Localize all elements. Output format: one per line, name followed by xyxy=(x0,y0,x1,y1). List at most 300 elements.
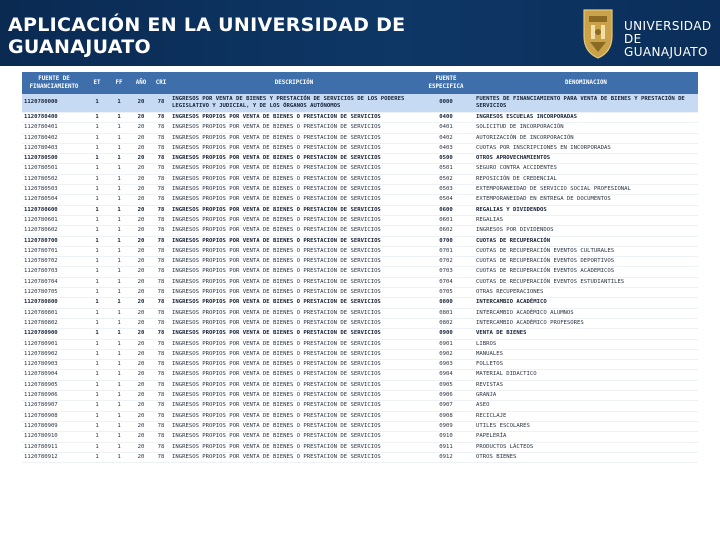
cell-anio: 20 xyxy=(130,452,152,462)
cell-fuente-especifica: 0600 xyxy=(418,205,474,215)
cell-anio: 20 xyxy=(130,195,152,205)
cell-denominacion: REPOSICIÓN DE CREDENCIAL xyxy=(474,174,698,184)
cell-fuente-especifica: 0504 xyxy=(418,195,474,205)
cell-denominacion: REVISTAS xyxy=(474,380,698,390)
cell-descripcion: INGRESOS POR VENTA DE BIENES Y PRESTACIÓN DE SERVICIOS DE LOS PODERES LEGISLATIVO Y JUDICIAL, Y DE LOS ÓRGANOS AUTÓNOMOS xyxy=(170,94,418,113)
cell-cri: 78 xyxy=(152,164,170,174)
cell-anio: 20 xyxy=(130,339,152,349)
cell-descripcion: INGRESOS PROPIOS POR VENTA DE BIENES O PRESTACION DE SERVICIOS xyxy=(170,236,418,246)
cell-fuente-especifica: 0402 xyxy=(418,133,474,143)
header-descripcion: DESCRIPCIÓN xyxy=(170,72,418,94)
cell-anio: 20 xyxy=(130,267,152,277)
cell-descripcion: INGRESOS PROPIOS POR VENTA DE BIENES O PRESTACION DE SERVICIOS xyxy=(170,164,418,174)
logo-line-2: GUANAJUATO xyxy=(624,45,708,59)
cell-et: 1 xyxy=(86,215,108,225)
cell-ff: 1 xyxy=(108,133,130,143)
cell-et: 1 xyxy=(86,205,108,215)
cell-fuente: 1120780911 xyxy=(22,442,86,452)
cell-fuente: 1120780602 xyxy=(22,226,86,236)
cell-fuente: 1120780504 xyxy=(22,195,86,205)
table-row xyxy=(22,174,698,184)
cell-fuente-especifica: 0702 xyxy=(418,257,474,267)
cell-et: 1 xyxy=(86,154,108,164)
cell-fuente: 1120780910 xyxy=(22,432,86,442)
cell-et: 1 xyxy=(86,411,108,421)
cell-cri: 78 xyxy=(152,411,170,421)
cell-denominacion: GRANJA xyxy=(474,391,698,401)
cell-fuente-especifica: 0906 xyxy=(418,391,474,401)
cell-cri: 78 xyxy=(152,113,170,123)
cell-fuente-especifica: 0912 xyxy=(418,452,474,462)
cell-cri: 78 xyxy=(152,205,170,215)
table-header-row xyxy=(22,72,698,94)
cell-ff: 1 xyxy=(108,246,130,256)
header-ff: FF xyxy=(108,72,130,94)
cell-denominacion: INTERCAMBIO ACADÉMICO ALUMNOS xyxy=(474,308,698,318)
table-row xyxy=(22,226,698,236)
cell-ff: 1 xyxy=(108,308,130,318)
cell-fuente-especifica: 0909 xyxy=(418,421,474,431)
header-denominacion: DENOMINACION xyxy=(474,72,698,94)
cell-cri: 78 xyxy=(152,318,170,328)
cell-et: 1 xyxy=(86,288,108,298)
cell-anio: 20 xyxy=(130,391,152,401)
cell-cri: 78 xyxy=(152,215,170,225)
cell-ff: 1 xyxy=(108,174,130,184)
cell-fuente-especifica: 0800 xyxy=(418,298,474,308)
cell-cri: 78 xyxy=(152,288,170,298)
cell-denominacion: OTROS BIENES xyxy=(474,452,698,462)
cell-fuente: 1120780802 xyxy=(22,318,86,328)
cell-ff: 1 xyxy=(108,154,130,164)
cell-anio: 20 xyxy=(130,257,152,267)
table-row xyxy=(22,308,698,318)
cell-cri: 78 xyxy=(152,452,170,462)
cell-cri: 78 xyxy=(152,339,170,349)
cell-fuente-especifica: 0705 xyxy=(418,288,474,298)
cell-denominacion: AUTORIZACIÓN DE INCORPORACIÓN xyxy=(474,133,698,143)
cell-cri: 78 xyxy=(152,360,170,370)
cell-et: 1 xyxy=(86,143,108,153)
cell-descripcion: INGRESOS PROPIOS POR VENTA DE BIENES O PRESTACION DE SERVICIOS xyxy=(170,452,418,462)
cell-ff: 1 xyxy=(108,185,130,195)
cell-et: 1 xyxy=(86,391,108,401)
cell-et: 1 xyxy=(86,339,108,349)
cell-et: 1 xyxy=(86,442,108,452)
cell-ff: 1 xyxy=(108,370,130,380)
cell-fuente: 1120780901 xyxy=(22,339,86,349)
cell-fuente-especifica: 0902 xyxy=(418,349,474,359)
cell-et: 1 xyxy=(86,401,108,411)
table-row xyxy=(22,164,698,174)
table-row xyxy=(22,452,698,462)
cell-fuente-especifica: 0500 xyxy=(418,154,474,164)
cell-ff: 1 xyxy=(108,164,130,174)
cell-et: 1 xyxy=(86,123,108,133)
cell-anio: 20 xyxy=(130,185,152,195)
header-cri: CRI xyxy=(152,72,170,94)
cell-descripcion: INGRESOS PROPIOS POR VENTA DE BIENES O PRESTACION DE SERVICIOS xyxy=(170,205,418,215)
cell-fuente-especifica: 0908 xyxy=(418,411,474,421)
cell-ff: 1 xyxy=(108,432,130,442)
cell-denominacion: ASEO xyxy=(474,401,698,411)
table-row xyxy=(22,154,698,164)
cell-ff: 1 xyxy=(108,442,130,452)
cell-et: 1 xyxy=(86,257,108,267)
cell-descripcion: INGRESOS PROPIOS POR VENTA DE BIENES O PRESTACION DE SERVICIOS xyxy=(170,277,418,287)
cell-et: 1 xyxy=(86,370,108,380)
cell-ff: 1 xyxy=(108,215,130,225)
cell-denominacion: PRODUCTOS LÁCTEOS xyxy=(474,442,698,452)
cell-anio: 20 xyxy=(130,360,152,370)
cell-ff: 1 xyxy=(108,236,130,246)
cell-ff: 1 xyxy=(108,339,130,349)
cell-anio: 20 xyxy=(130,113,152,123)
cell-cri: 78 xyxy=(152,421,170,431)
cell-ff: 1 xyxy=(108,267,130,277)
cell-fuente: 1120780905 xyxy=(22,380,86,390)
cell-descripcion: INGRESOS PROPIOS POR VENTA DE BIENES O PRESTACION DE SERVICIOS xyxy=(170,123,418,133)
cell-cri: 78 xyxy=(152,391,170,401)
table-row xyxy=(22,380,698,390)
cell-et: 1 xyxy=(86,360,108,370)
cell-fuente: 1120780402 xyxy=(22,133,86,143)
cell-fuente: 1120780401 xyxy=(22,123,86,133)
slide-header xyxy=(0,0,720,66)
cell-anio: 20 xyxy=(130,164,152,174)
cell-fuente-especifica: 0903 xyxy=(418,360,474,370)
cell-et: 1 xyxy=(86,226,108,236)
cell-fuente: 1120780800 xyxy=(22,298,86,308)
cell-descripcion: INGRESOS PROPIOS POR VENTA DE BIENES O PRESTACION DE SERVICIOS xyxy=(170,257,418,267)
cell-fuente: 1120780403 xyxy=(22,143,86,153)
cell-descripcion: INGRESOS PROPIOS POR VENTA DE BIENES O PRESTACION DE SERVICIOS xyxy=(170,226,418,236)
table-row xyxy=(22,411,698,421)
table-row xyxy=(22,298,698,308)
cell-fuente: 1120780704 xyxy=(22,277,86,287)
cell-et: 1 xyxy=(86,380,108,390)
cell-et: 1 xyxy=(86,432,108,442)
cell-fuente-especifica: 0907 xyxy=(418,401,474,411)
cell-descripcion: INGRESOS PROPIOS POR VENTA DE BIENES O PRESTACION DE SERVICIOS xyxy=(170,154,418,164)
cell-anio: 20 xyxy=(130,349,152,359)
cell-anio: 20 xyxy=(130,154,152,164)
cell-fuente-especifica: 0901 xyxy=(418,339,474,349)
cell-ff: 1 xyxy=(108,226,130,236)
cell-denominacion: LIBROS xyxy=(474,339,698,349)
cell-cri: 78 xyxy=(152,123,170,133)
cell-fuente: 1120780501 xyxy=(22,164,86,174)
cell-denominacion: FOLLETOS xyxy=(474,360,698,370)
cell-denominacion: EXTEMPORANEIDAD EN ENTREGA DE DOCUMENTOS xyxy=(474,195,698,205)
cell-ff: 1 xyxy=(108,349,130,359)
table-row xyxy=(22,391,698,401)
cell-ff: 1 xyxy=(108,288,130,298)
cell-ff: 1 xyxy=(108,360,130,370)
cell-et: 1 xyxy=(86,298,108,308)
cell-et: 1 xyxy=(86,133,108,143)
cell-fuente: 1120780601 xyxy=(22,215,86,225)
cell-fuente: 1120780400 xyxy=(22,113,86,123)
cell-descripcion: INGRESOS PROPIOS POR VENTA DE BIENES O PRESTACION DE SERVICIOS xyxy=(170,308,418,318)
cell-descripcion: INGRESOS PROPIOS POR VENTA DE BIENES O PRESTACION DE SERVICIOS xyxy=(170,411,418,421)
cell-descripcion: INGRESOS PROPIOS POR VENTA DE BIENES O PRESTACION DE SERVICIOS xyxy=(170,267,418,277)
table-row xyxy=(22,277,698,287)
cell-anio: 20 xyxy=(130,401,152,411)
cell-fuente-especifica: 0703 xyxy=(418,267,474,277)
cell-denominacion: MATERIAL DIDACTICO xyxy=(474,370,698,380)
cell-ff: 1 xyxy=(108,113,130,123)
cell-descripcion: INGRESOS PROPIOS POR VENTA DE BIENES O PRESTACION DE SERVICIOS xyxy=(170,318,418,328)
cell-ff: 1 xyxy=(108,380,130,390)
table-row xyxy=(22,267,698,277)
cell-descripcion: INGRESOS PROPIOS POR VENTA DE BIENES O PRESTACION DE SERVICIOS xyxy=(170,349,418,359)
table-row xyxy=(22,401,698,411)
cell-denominacion: EXTEMPORANEIDAD DE SERVICIO SOCIAL PROFESIONAL xyxy=(474,185,698,195)
cell-cri: 78 xyxy=(152,349,170,359)
cell-anio: 20 xyxy=(130,298,152,308)
cell-fuente-especifica: 0905 xyxy=(418,380,474,390)
cell-anio: 20 xyxy=(130,421,152,431)
table-row xyxy=(22,123,698,133)
cell-et: 1 xyxy=(86,277,108,287)
cell-fuente-especifica: 0704 xyxy=(418,277,474,287)
cell-cri: 78 xyxy=(152,298,170,308)
cell-ff: 1 xyxy=(108,257,130,267)
cell-denominacion: VENTA DE BIENES xyxy=(474,329,698,339)
cell-anio: 20 xyxy=(130,94,152,113)
cell-denominacion: INTERCAMBIO ACADÉMICO xyxy=(474,298,698,308)
cell-fuente: 1120780600 xyxy=(22,205,86,215)
cell-anio: 20 xyxy=(130,318,152,328)
financing-sources-table xyxy=(22,72,698,463)
cell-et: 1 xyxy=(86,318,108,328)
table-row xyxy=(22,318,698,328)
cell-cri: 78 xyxy=(152,432,170,442)
cell-cri: 78 xyxy=(152,185,170,195)
cell-anio: 20 xyxy=(130,215,152,225)
table-row xyxy=(22,288,698,298)
cell-fuente: 1120780502 xyxy=(22,174,86,184)
table-row xyxy=(22,143,698,153)
cell-denominacion: INGRESOS POR DIVIDENDOS xyxy=(474,226,698,236)
cell-et: 1 xyxy=(86,113,108,123)
cell-fuente-especifica: 0904 xyxy=(418,370,474,380)
cell-fuente: 1120780801 xyxy=(22,308,86,318)
header-fuente-especifica: FUENTE ESPECIFICA xyxy=(418,72,474,94)
cell-descripcion: INGRESOS PROPIOS POR VENTA DE BIENES O PRESTACION DE SERVICIOS xyxy=(170,288,418,298)
cell-ff: 1 xyxy=(108,277,130,287)
cell-et: 1 xyxy=(86,267,108,277)
cell-denominacion: UTILES ESCOLARES xyxy=(474,421,698,431)
header-anio: AÑO xyxy=(130,72,152,94)
table-row xyxy=(22,94,698,113)
cell-denominacion: CUOTAS POR INSCRIPCIONES EN INCORPORADAS xyxy=(474,143,698,153)
cell-ff: 1 xyxy=(108,318,130,328)
cell-descripcion: INGRESOS PROPIOS POR VENTA DE BIENES O PRESTACION DE SERVICIOS xyxy=(170,421,418,431)
table-row xyxy=(22,432,698,442)
cell-et: 1 xyxy=(86,94,108,113)
table-row xyxy=(22,329,698,339)
cell-denominacion: REGALIAS Y DIVIDENDOS xyxy=(474,205,698,215)
cell-fuente-especifica: 0000 xyxy=(418,94,474,113)
cell-anio: 20 xyxy=(130,277,152,287)
cell-fuente: 1120780705 xyxy=(22,288,86,298)
table-row xyxy=(22,246,698,256)
cell-cri: 78 xyxy=(152,154,170,164)
cell-fuente-especifica: 0400 xyxy=(418,113,474,123)
cell-fuente-especifica: 0801 xyxy=(418,308,474,318)
cell-anio: 20 xyxy=(130,123,152,133)
university-logo xyxy=(578,6,718,60)
cell-cri: 78 xyxy=(152,143,170,153)
cell-denominacion: CUOTAS DE RECUPERACIÓN EVENTOS DEPORTIVOS xyxy=(474,257,698,267)
cell-descripcion: INGRESOS PROPIOS POR VENTA DE BIENES O PRESTACION DE SERVICIOS xyxy=(170,298,418,308)
cell-descripcion: INGRESOS PROPIOS POR VENTA DE BIENES O PRESTACION DE SERVICIOS xyxy=(170,246,418,256)
cell-denominacion: OTRAS RECUPERACIONES xyxy=(474,288,698,298)
table-row xyxy=(22,360,698,370)
cell-fuente: 1120780902 xyxy=(22,349,86,359)
cell-et: 1 xyxy=(86,246,108,256)
cell-ff: 1 xyxy=(108,123,130,133)
crest-icon xyxy=(578,6,618,60)
cell-fuente-especifica: 0403 xyxy=(418,143,474,153)
cell-et: 1 xyxy=(86,452,108,462)
table-row xyxy=(22,370,698,380)
table-row xyxy=(22,215,698,225)
cell-denominacion: SOLICITUD DE INCORPORACIÓN xyxy=(474,123,698,133)
table-row xyxy=(22,236,698,246)
cell-fuente: 1120780000 xyxy=(22,94,86,113)
cell-ff: 1 xyxy=(108,205,130,215)
table-row xyxy=(22,133,698,143)
cell-denominacion: CUOTAS DE RECUPERACIÓN xyxy=(474,236,698,246)
cell-ff: 1 xyxy=(108,143,130,153)
cell-anio: 20 xyxy=(130,432,152,442)
cell-et: 1 xyxy=(86,349,108,359)
cell-et: 1 xyxy=(86,174,108,184)
cell-cri: 78 xyxy=(152,308,170,318)
cell-et: 1 xyxy=(86,185,108,195)
cell-cri: 78 xyxy=(152,133,170,143)
cell-descripcion: INGRESOS PROPIOS POR VENTA DE BIENES O PRESTACION DE SERVICIOS xyxy=(170,401,418,411)
cell-denominacion: CUOTAS DE RECUPERACIÓN EVENTOS ACADEMICOS xyxy=(474,267,698,277)
cell-fuente: 1120780906 xyxy=(22,391,86,401)
cell-descripcion: INGRESOS PROPIOS POR VENTA DE BIENES O PRESTACION DE SERVICIOS xyxy=(170,133,418,143)
cell-cri: 78 xyxy=(152,236,170,246)
cell-descripcion: INGRESOS PROPIOS POR VENTA DE BIENES O PRESTACION DE SERVICIOS xyxy=(170,143,418,153)
table-row xyxy=(22,339,698,349)
cell-fuente: 1120780503 xyxy=(22,185,86,195)
cell-fuente-especifica: 0501 xyxy=(418,164,474,174)
cell-et: 1 xyxy=(86,329,108,339)
cell-anio: 20 xyxy=(130,329,152,339)
cell-fuente-especifica: 0503 xyxy=(418,185,474,195)
cell-descripcion: INGRESOS PROPIOS POR VENTA DE BIENES O PRESTACION DE SERVICIOS xyxy=(170,215,418,225)
table-row xyxy=(22,421,698,431)
cell-denominacion: OTROS APROVECHAMIENTOS xyxy=(474,154,698,164)
cell-cri: 78 xyxy=(152,442,170,452)
cell-descripcion: INGRESOS PROPIOS POR VENTA DE BIENES O PRESTACION DE SERVICIOS xyxy=(170,360,418,370)
cell-fuente: 1120780500 xyxy=(22,154,86,164)
cell-fuente: 1120780903 xyxy=(22,360,86,370)
table-row xyxy=(22,195,698,205)
cell-ff: 1 xyxy=(108,298,130,308)
cell-et: 1 xyxy=(86,195,108,205)
cell-anio: 20 xyxy=(130,380,152,390)
cell-anio: 20 xyxy=(130,246,152,256)
cell-anio: 20 xyxy=(130,236,152,246)
cell-denominacion: RECICLAJE xyxy=(474,411,698,421)
cell-cri: 78 xyxy=(152,329,170,339)
cell-anio: 20 xyxy=(130,442,152,452)
logo-line-1: UNIVERSIDAD DE xyxy=(624,19,712,46)
cell-fuente: 1120780909 xyxy=(22,421,86,431)
cell-anio: 20 xyxy=(130,370,152,380)
cell-denominacion: MANUALES xyxy=(474,349,698,359)
cell-cri: 78 xyxy=(152,277,170,287)
cell-anio: 20 xyxy=(130,288,152,298)
cell-cri: 78 xyxy=(152,267,170,277)
header-et: ET xyxy=(86,72,108,94)
cell-denominacion: CUOTAS DE RECUPERACIÓN EVENTOS ESTUDIANTILES xyxy=(474,277,698,287)
cell-cri: 78 xyxy=(152,195,170,205)
cell-denominacion: SEGURO CONTRA ACCIDENTES xyxy=(474,164,698,174)
cell-descripcion: INGRESOS PROPIOS POR VENTA DE BIENES O PRESTACION DE SERVICIOS xyxy=(170,380,418,390)
cell-cri: 78 xyxy=(152,401,170,411)
cell-denominacion: INTERCAMBIO ACADÉMICO PROFESORES xyxy=(474,318,698,328)
cell-et: 1 xyxy=(86,236,108,246)
cell-fuente: 1120780908 xyxy=(22,411,86,421)
cell-denominacion: INGRESOS ESCUELAS INCORPORADAS xyxy=(474,113,698,123)
table-row xyxy=(22,257,698,267)
cell-descripcion: INGRESOS PROPIOS POR VENTA DE BIENES O PRESTACION DE SERVICIOS xyxy=(170,195,418,205)
cell-ff: 1 xyxy=(108,421,130,431)
cell-cri: 78 xyxy=(152,370,170,380)
cell-cri: 78 xyxy=(152,174,170,184)
cell-descripcion: INGRESOS PROPIOS POR VENTA DE BIENES O PRESTACION DE SERVICIOS xyxy=(170,391,418,401)
cell-fuente-especifica: 0401 xyxy=(418,123,474,133)
cell-descripcion: INGRESOS PROPIOS POR VENTA DE BIENES O PRESTACION DE SERVICIOS xyxy=(170,329,418,339)
cell-fuente-especifica: 0802 xyxy=(418,318,474,328)
cell-anio: 20 xyxy=(130,308,152,318)
cell-descripcion: INGRESOS PROPIOS POR VENTA DE BIENES O PRESTACION DE SERVICIOS xyxy=(170,442,418,452)
cell-descripcion: INGRESOS PROPIOS POR VENTA DE BIENES O PRESTACION DE SERVICIOS xyxy=(170,432,418,442)
cell-ff: 1 xyxy=(108,411,130,421)
cell-fuente: 1120780702 xyxy=(22,257,86,267)
cell-ff: 1 xyxy=(108,452,130,462)
cell-ff: 1 xyxy=(108,94,130,113)
cell-fuente: 1120780703 xyxy=(22,267,86,277)
cell-denominacion: PAPELERÍA xyxy=(474,432,698,442)
cell-ff: 1 xyxy=(108,401,130,411)
cell-cri: 78 xyxy=(152,246,170,256)
cell-fuente-especifica: 0701 xyxy=(418,246,474,256)
cell-cri: 78 xyxy=(152,380,170,390)
cell-fuente-especifica: 0602 xyxy=(418,226,474,236)
cell-anio: 20 xyxy=(130,174,152,184)
cell-anio: 20 xyxy=(130,133,152,143)
cell-anio: 20 xyxy=(130,205,152,215)
cell-fuente: 1120780907 xyxy=(22,401,86,411)
cell-cri: 78 xyxy=(152,257,170,267)
cell-anio: 20 xyxy=(130,411,152,421)
page-title: APLICACIÓN EN LA UNIVERSIDAD DE GUANAJUATO xyxy=(8,14,406,58)
cell-fuente: 1120780900 xyxy=(22,329,86,339)
cell-descripcion: INGRESOS PROPIOS POR VENTA DE BIENES O PRESTACION DE SERVICIOS xyxy=(170,339,418,349)
cell-ff: 1 xyxy=(108,329,130,339)
header-fuente-financiamiento: FUENTE DE FINANCIAMIENTO xyxy=(22,72,86,94)
